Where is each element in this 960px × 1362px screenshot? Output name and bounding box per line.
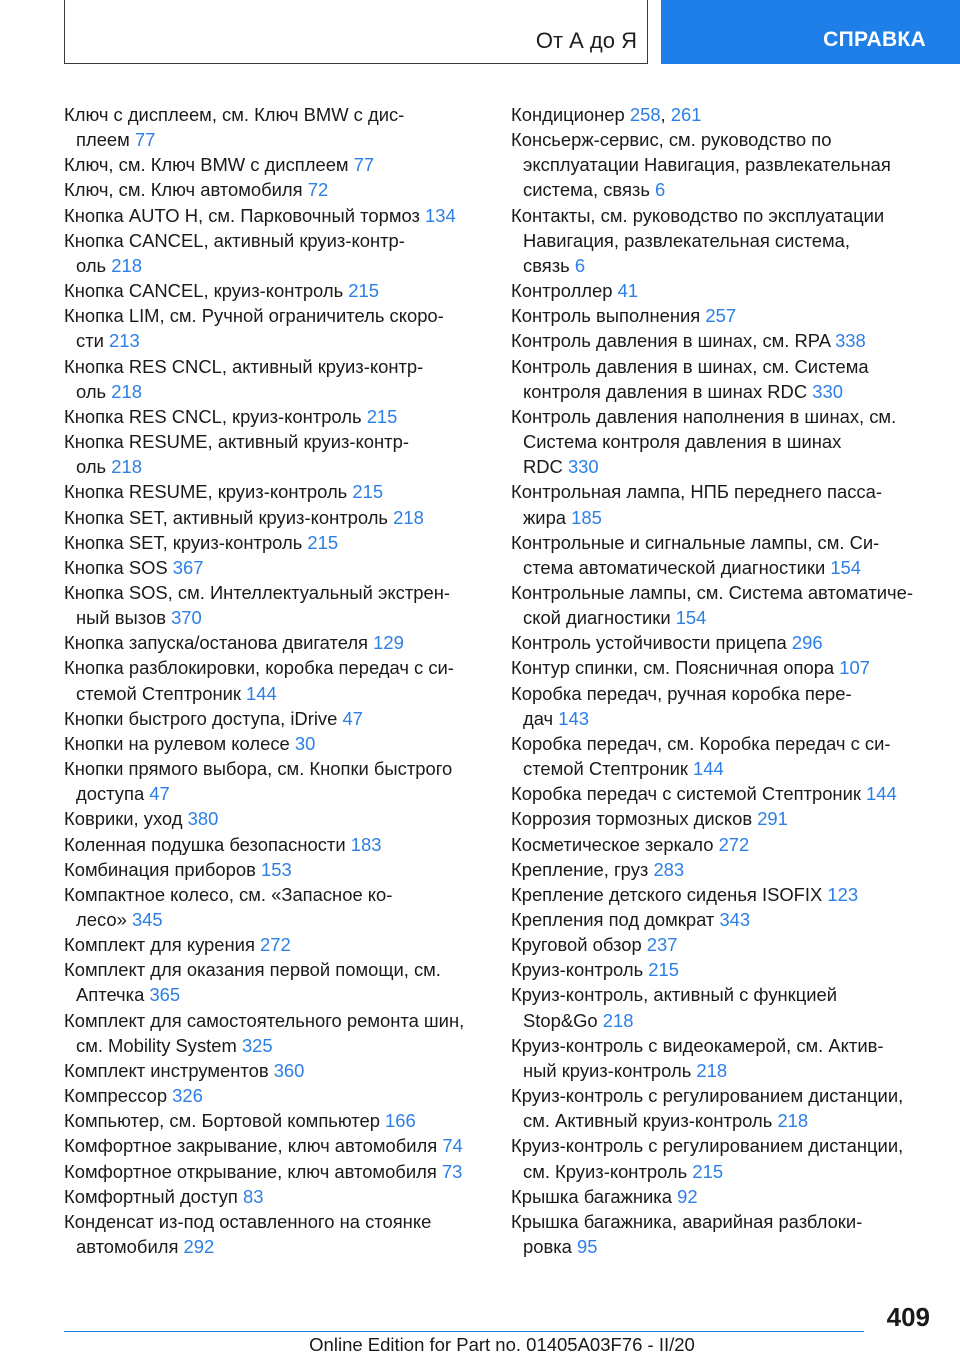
page-reference-link[interactable]: 153	[261, 858, 292, 880]
index-entry	[64, 655, 484, 705]
page-reference-link[interactable]: 166	[385, 1110, 416, 1132]
header-chapter-tab[interactable]	[661, 0, 960, 64]
index-entry-text: см. Круиз-контроль	[523, 1160, 693, 1182]
index-entry-text: Коррозия тормозных дисков	[511, 808, 758, 830]
index-entry-text: Кнопка RESUME, круиз-контроль	[64, 481, 353, 503]
index-entry	[64, 152, 484, 177]
index-entry	[511, 832, 931, 857]
page-reference-link[interactable]: 380	[187, 808, 219, 830]
page-reference-link[interactable]: 330	[812, 380, 843, 402]
index-entry-text: см. Активный круиз-контроль	[523, 1110, 778, 1132]
page-reference-separator: ,	[660, 104, 671, 125]
index-entry-text: Кнопка SET, активный круиз-контроль	[64, 506, 394, 528]
index-entry	[511, 580, 931, 630]
page-reference-link[interactable]: 215	[648, 959, 679, 981]
index-entry-text: Коленная подушка безопасности	[64, 833, 351, 855]
index-entry	[511, 1083, 931, 1133]
index-entry	[511, 479, 931, 529]
page-reference-link[interactable]: 47	[149, 783, 170, 805]
index-entry	[511, 681, 931, 731]
index-entry-text: ный вызов	[76, 607, 172, 629]
page-reference-link[interactable]: 218	[111, 456, 142, 478]
index-entry-text: Комплект для курения	[64, 934, 261, 956]
index-entry-text: контроля давления в шинах RDC	[523, 380, 813, 402]
index-entry-text: ный круиз-контроль	[523, 1059, 697, 1081]
index-entry-text: Stop&Go	[523, 1009, 603, 1031]
index-entry	[64, 857, 484, 882]
index-entry	[64, 303, 484, 353]
page-reference-link[interactable]: 218	[777, 1110, 809, 1132]
index-entry	[64, 932, 484, 957]
index-entry-text: Кнопка AUTO H, см. Парковочный тормоз	[64, 204, 426, 226]
index-entry	[64, 102, 484, 152]
index-entry-text: Круиз-контроль с регулированием дистанции,	[511, 1135, 904, 1157]
index-entry-text: стема автоматической диагностики	[523, 556, 831, 578]
index-entry-text: ской диагностики	[523, 607, 676, 629]
index-entry	[64, 429, 484, 479]
index-entry-text: Ключ, см. Ключ BMW с дисплеем	[64, 154, 354, 176]
index-entry	[64, 580, 484, 630]
index-entry-text: Комплект для самостоятельного ремонта шин,	[64, 1009, 465, 1031]
index-entry	[64, 555, 484, 580]
page-reference-link[interactable]: 218	[696, 1059, 728, 1081]
page-reference-link[interactable]: 143	[558, 707, 589, 729]
page-reference-link[interactable]: 283	[653, 858, 685, 880]
index-entry-text: Кнопка запуска/останова двигателя	[64, 632, 374, 654]
index-entry-text: Навигация, развлекательная система,	[523, 229, 851, 251]
index-entry-text: Комплект для оказания первой помощи, см.	[64, 959, 441, 981]
index-entry	[64, 354, 484, 404]
page-reference-link[interactable]: 330	[567, 456, 599, 478]
page-reference-link[interactable]: 144	[693, 758, 724, 780]
index-entry	[511, 781, 931, 806]
page-reference-link[interactable]: 291	[757, 808, 788, 830]
header-section-box	[64, 0, 648, 64]
page-reference-link[interactable]: 47	[342, 707, 363, 729]
page-reference-link[interactable]: 367	[172, 556, 204, 578]
index-entry-text: Кнопка RESUME, активный круиз-контр-	[64, 431, 409, 453]
page-reference-link[interactable]: 185	[571, 506, 602, 528]
page-number: 409	[886, 1302, 930, 1332]
page-reference-link[interactable]: 215	[348, 280, 379, 302]
index-entry	[64, 530, 484, 555]
page-reference-link[interactable]: 215	[692, 1160, 724, 1182]
page-reference-link[interactable]: 77	[353, 154, 375, 176]
index-entry-text: см. Mobility System	[76, 1034, 242, 1056]
index-entry	[511, 882, 931, 907]
index-entry-text: дач	[523, 707, 559, 729]
index-entry-text: Контрольные лампы, см. Система автоматиче-	[511, 581, 913, 603]
index-entry	[64, 1184, 484, 1209]
index-entry-text: сти	[76, 330, 110, 352]
index-entry-text: Крепления под домкрат	[511, 909, 720, 930]
index-entry-text: Кнопка SOS	[64, 556, 173, 578]
header-section-title: От А до Я	[535, 28, 637, 53]
index-entry-text: лесо»	[76, 909, 132, 930]
index-entry	[64, 806, 484, 831]
index-entry-text: Кнопка LIM, см. Ручной ограничитель скоро-	[64, 305, 444, 327]
page-reference-link[interactable]: 183	[350, 833, 382, 855]
index-entry	[511, 278, 931, 303]
page-reference-link[interactable]: 360	[273, 1059, 305, 1081]
index-entry	[64, 1008, 484, 1058]
index-entry-text: Кнопки на рулевом колесе	[64, 732, 295, 754]
page-reference-link[interactable]: 257	[705, 305, 737, 327]
page-reference-link[interactable]: 292	[183, 1236, 215, 1258]
index-entry-text: Контроль давления в шинах, см. RPA	[511, 330, 836, 352]
index-entry-text: Контрольная лампа, НПБ переднего пасса-	[511, 481, 882, 503]
index-entry-text: ровка	[523, 1236, 578, 1258]
index-entry-text: RDC	[523, 456, 568, 478]
index-column-left	[64, 102, 484, 1259]
page-reference-link[interactable]: 325	[241, 1034, 273, 1056]
index-entry-text: Кнопка RES CNCL, активный круиз-контр-	[64, 355, 424, 377]
index-entry-text: Крепление, груз	[511, 858, 654, 880]
index-entry-text: Кондиционер	[511, 104, 630, 125]
page-reference-link[interactable]: 261	[670, 104, 702, 125]
index-entry-text: оль	[76, 456, 112, 478]
footer-edition: Online Edition for Part no. 01405A03F76 - II/20	[309, 1334, 695, 1355]
index-entry	[64, 731, 484, 756]
index-entry-text: Компьютер, см. Бортовой компьютер	[64, 1110, 386, 1132]
page-reference-link[interactable]: 215	[366, 405, 398, 427]
index-entry-text: Контроль давления в шинах, см. Система	[511, 355, 869, 377]
index-entry-text: Ключ с дисплеем, см. Ключ BMW с дис-	[64, 104, 405, 125]
page-reference-link[interactable]: 218	[393, 506, 424, 528]
index-entry-text: Круиз-контроль с регулированием дистанции,	[511, 1085, 904, 1107]
page-reference-link[interactable]: 129	[373, 632, 404, 654]
index-entry	[64, 278, 484, 303]
index-entry-text: Кнопки быстрого доступа, iDrive	[64, 707, 343, 729]
index-entry	[511, 1033, 931, 1083]
index-entry-text: стемой Стептроник	[523, 758, 694, 780]
index-entry	[64, 404, 484, 429]
page-reference-link[interactable]: 326	[172, 1085, 203, 1107]
page-reference-link[interactable]: 74	[442, 1135, 463, 1157]
index-entry	[511, 907, 931, 932]
index-entry	[511, 328, 931, 353]
index-entry-text: Круиз-контроль с видеокамерой, см. Актив-	[511, 1034, 884, 1056]
index-entry-text: Комфортное открывание, ключ автомобиля	[64, 1160, 442, 1182]
index-entry	[511, 102, 931, 127]
index-entry	[511, 957, 931, 982]
page-reference-link[interactable]: 218	[111, 380, 142, 402]
page-reference-link[interactable]: 154	[830, 556, 862, 578]
index-entry	[511, 731, 931, 781]
index-entry-text: Кнопка SOS, см. Интеллектуальный экстрен-	[64, 581, 451, 603]
index-entry	[64, 630, 484, 655]
page-reference-link[interactable]: 296	[791, 632, 823, 654]
footer-divider	[64, 1331, 864, 1332]
index-entry-text: система, связь	[523, 179, 656, 201]
index-entry	[511, 404, 931, 479]
index-entry	[511, 127, 931, 202]
page-reference-link[interactable]: 144	[246, 682, 277, 704]
page-reference-link[interactable]: 77	[134, 129, 156, 151]
index-entry	[64, 1108, 484, 1133]
index-entry	[511, 857, 931, 882]
index-entry-text: оль	[76, 380, 112, 402]
index-entry	[64, 505, 484, 530]
index-entry-text: эксплуатации Навигация, развлекательная	[523, 154, 891, 176]
index-entry-text: Комбинация приборов	[64, 858, 261, 880]
index-entry-text: Крышка багажника	[511, 1185, 678, 1207]
index-entry-text: Контроль выполнения	[511, 305, 706, 327]
page-reference-link[interactable]: 215	[307, 531, 339, 553]
index-entry	[64, 957, 484, 1007]
index-entry-text: Контрольные и сигнальные лампы, см. Си-	[511, 531, 880, 553]
page-reference-link[interactable]: 95	[577, 1236, 598, 1258]
index-entry	[64, 1159, 484, 1184]
index-entry	[511, 655, 931, 680]
page-reference-link[interactable]: 218	[111, 254, 142, 276]
page-reference-link[interactable]: 272	[260, 934, 291, 956]
index-entry-text: Контур спинки, см. Поясничная опора	[511, 657, 840, 679]
page-reference-link[interactable]: 237	[646, 934, 678, 956]
index-entry	[511, 1209, 931, 1259]
index-entry-text: Кнопка RES CNCL, круиз-контроль	[64, 405, 367, 427]
page-reference-link[interactable]: 83	[243, 1185, 264, 1207]
index-entry-text: Комплект инструментов	[64, 1059, 274, 1081]
index-entry-text: Кнопки прямого выбора, см. Кнопки быстрого	[64, 758, 453, 780]
index-entry	[64, 1083, 484, 1108]
header-chapter-title: СПРАВКА	[823, 28, 926, 51]
index-entry-text: доступа	[76, 783, 150, 805]
page-reference-link[interactable]: 72	[307, 179, 329, 201]
page-reference-link[interactable]: 6	[655, 179, 666, 201]
page-reference-link[interactable]: 370	[171, 607, 202, 629]
page-reference-link[interactable]: 134	[425, 204, 456, 226]
index-entry-text: Контроль давления наполнения в шинах, см.	[511, 405, 897, 427]
index-entry-text: Крепление детского сиденья ISOFIX	[511, 883, 828, 905]
index-entry-text: связь	[523, 254, 575, 276]
page-reference-link[interactable]: 73	[441, 1160, 463, 1182]
index-entry-text: Система контроля давления в шинах	[523, 431, 842, 453]
page-reference-link[interactable]: 123	[827, 883, 859, 905]
index-entry-text: Коробка передач, см. Коробка передач с си-	[511, 732, 891, 754]
index-entry-text: Крышка багажника, аварийная разблоки-	[511, 1210, 863, 1232]
index-entry	[511, 982, 931, 1032]
page-reference-link[interactable]: 30	[294, 732, 316, 754]
page-reference-link[interactable]: 6	[574, 254, 586, 276]
index-entry-text: стемой Стептроник	[76, 682, 247, 704]
page-reference-link[interactable]: 144	[866, 783, 897, 805]
page-reference-link[interactable]: 107	[839, 657, 870, 679]
index-entry-text: Контакты, см. руководство по эксплуатации	[511, 204, 885, 226]
index-entry-text: Круиз-контроль	[511, 959, 649, 981]
index-entry	[511, 1184, 931, 1209]
index-entry-text: Ключ, см. Ключ автомобиля	[64, 179, 308, 201]
index-entry	[64, 177, 484, 202]
index-entry-text: автомобиля	[76, 1236, 184, 1258]
index-entry	[511, 203, 931, 278]
index-entry-text: Комфортный доступ	[64, 1185, 243, 1207]
index-entry-text: Кнопка SET, круиз-контроль	[64, 531, 308, 553]
page-reference-link[interactable]: 365	[149, 984, 181, 1006]
page-reference-link[interactable]: 345	[131, 909, 163, 930]
index-column-right	[511, 102, 931, 1259]
index-entry-text: Круиз-контроль, активный с функцией	[511, 984, 838, 1006]
index-entry	[511, 354, 931, 404]
index-entry-text: Конденсат из-под оставленного на стоянке	[64, 1210, 432, 1232]
index-entry-text: плеем	[76, 129, 135, 151]
index-entry-text: Коробка передач с системой Стептроник	[511, 783, 867, 805]
page-reference-link[interactable]: 272	[718, 833, 750, 855]
page-reference-link[interactable]: 218	[602, 1009, 634, 1031]
index-entry	[64, 1133, 484, 1158]
index-entry-text: Кнопка разблокировки, коробка передач с си-	[64, 657, 454, 679]
index-entry	[64, 832, 484, 857]
page-reference-link[interactable]: 343	[719, 909, 751, 930]
index-entry	[511, 530, 931, 580]
index-entry-text: Компрессор	[64, 1085, 173, 1107]
index-entry	[511, 932, 931, 957]
index-entry-text: Аптечка	[76, 984, 150, 1006]
index-entry-text: Кнопка CANCEL, активный круиз-контр-	[64, 229, 405, 251]
index-entry-text: Коробка передач, ручная коробка пере-	[511, 682, 852, 704]
page-reference-link[interactable]: 338	[835, 330, 866, 352]
index-entry-text: Коврики, уход	[64, 808, 188, 830]
index-entry-text: Контроллер	[511, 280, 618, 302]
page-reference-link[interactable]: 92	[677, 1185, 698, 1207]
index-entry-text: Контроль устойчивости прицепа	[511, 632, 792, 654]
index-entry	[64, 203, 484, 228]
index-entry-text: Кнопка CANCEL, круиз-контроль	[64, 280, 349, 302]
index-entry	[64, 228, 484, 278]
index-entry	[64, 706, 484, 731]
index-entry-text: Комфортное закрывание, ключ автомобиля	[64, 1135, 443, 1157]
index-entry	[64, 756, 484, 806]
index-entry	[511, 806, 931, 831]
index-entry	[511, 630, 931, 655]
page-reference-link[interactable]: 213	[109, 330, 140, 352]
index-entry	[64, 882, 484, 932]
index-entry-text: оль	[76, 254, 112, 276]
page-reference-link[interactable]: 41	[617, 280, 639, 302]
index-entry-text: Консьерж-сервис, см. руководство по	[511, 129, 832, 151]
index-entry	[64, 479, 484, 504]
index-entry-text: Круговой обзор	[511, 934, 647, 956]
index-entry	[511, 1133, 931, 1183]
index-entry-text: Косметическое зеркало	[511, 833, 719, 855]
index-entry-text: Компактное колесо, см. «Запасное ко-	[64, 883, 393, 905]
page-reference-link[interactable]: 215	[352, 481, 384, 503]
index-entry	[511, 303, 931, 328]
index-entry-text: жира	[523, 506, 572, 528]
index-entry	[64, 1209, 484, 1259]
page-reference-link[interactable]: 258	[629, 104, 661, 125]
page-reference-link[interactable]: 154	[675, 607, 707, 629]
index-entry	[64, 1058, 484, 1083]
